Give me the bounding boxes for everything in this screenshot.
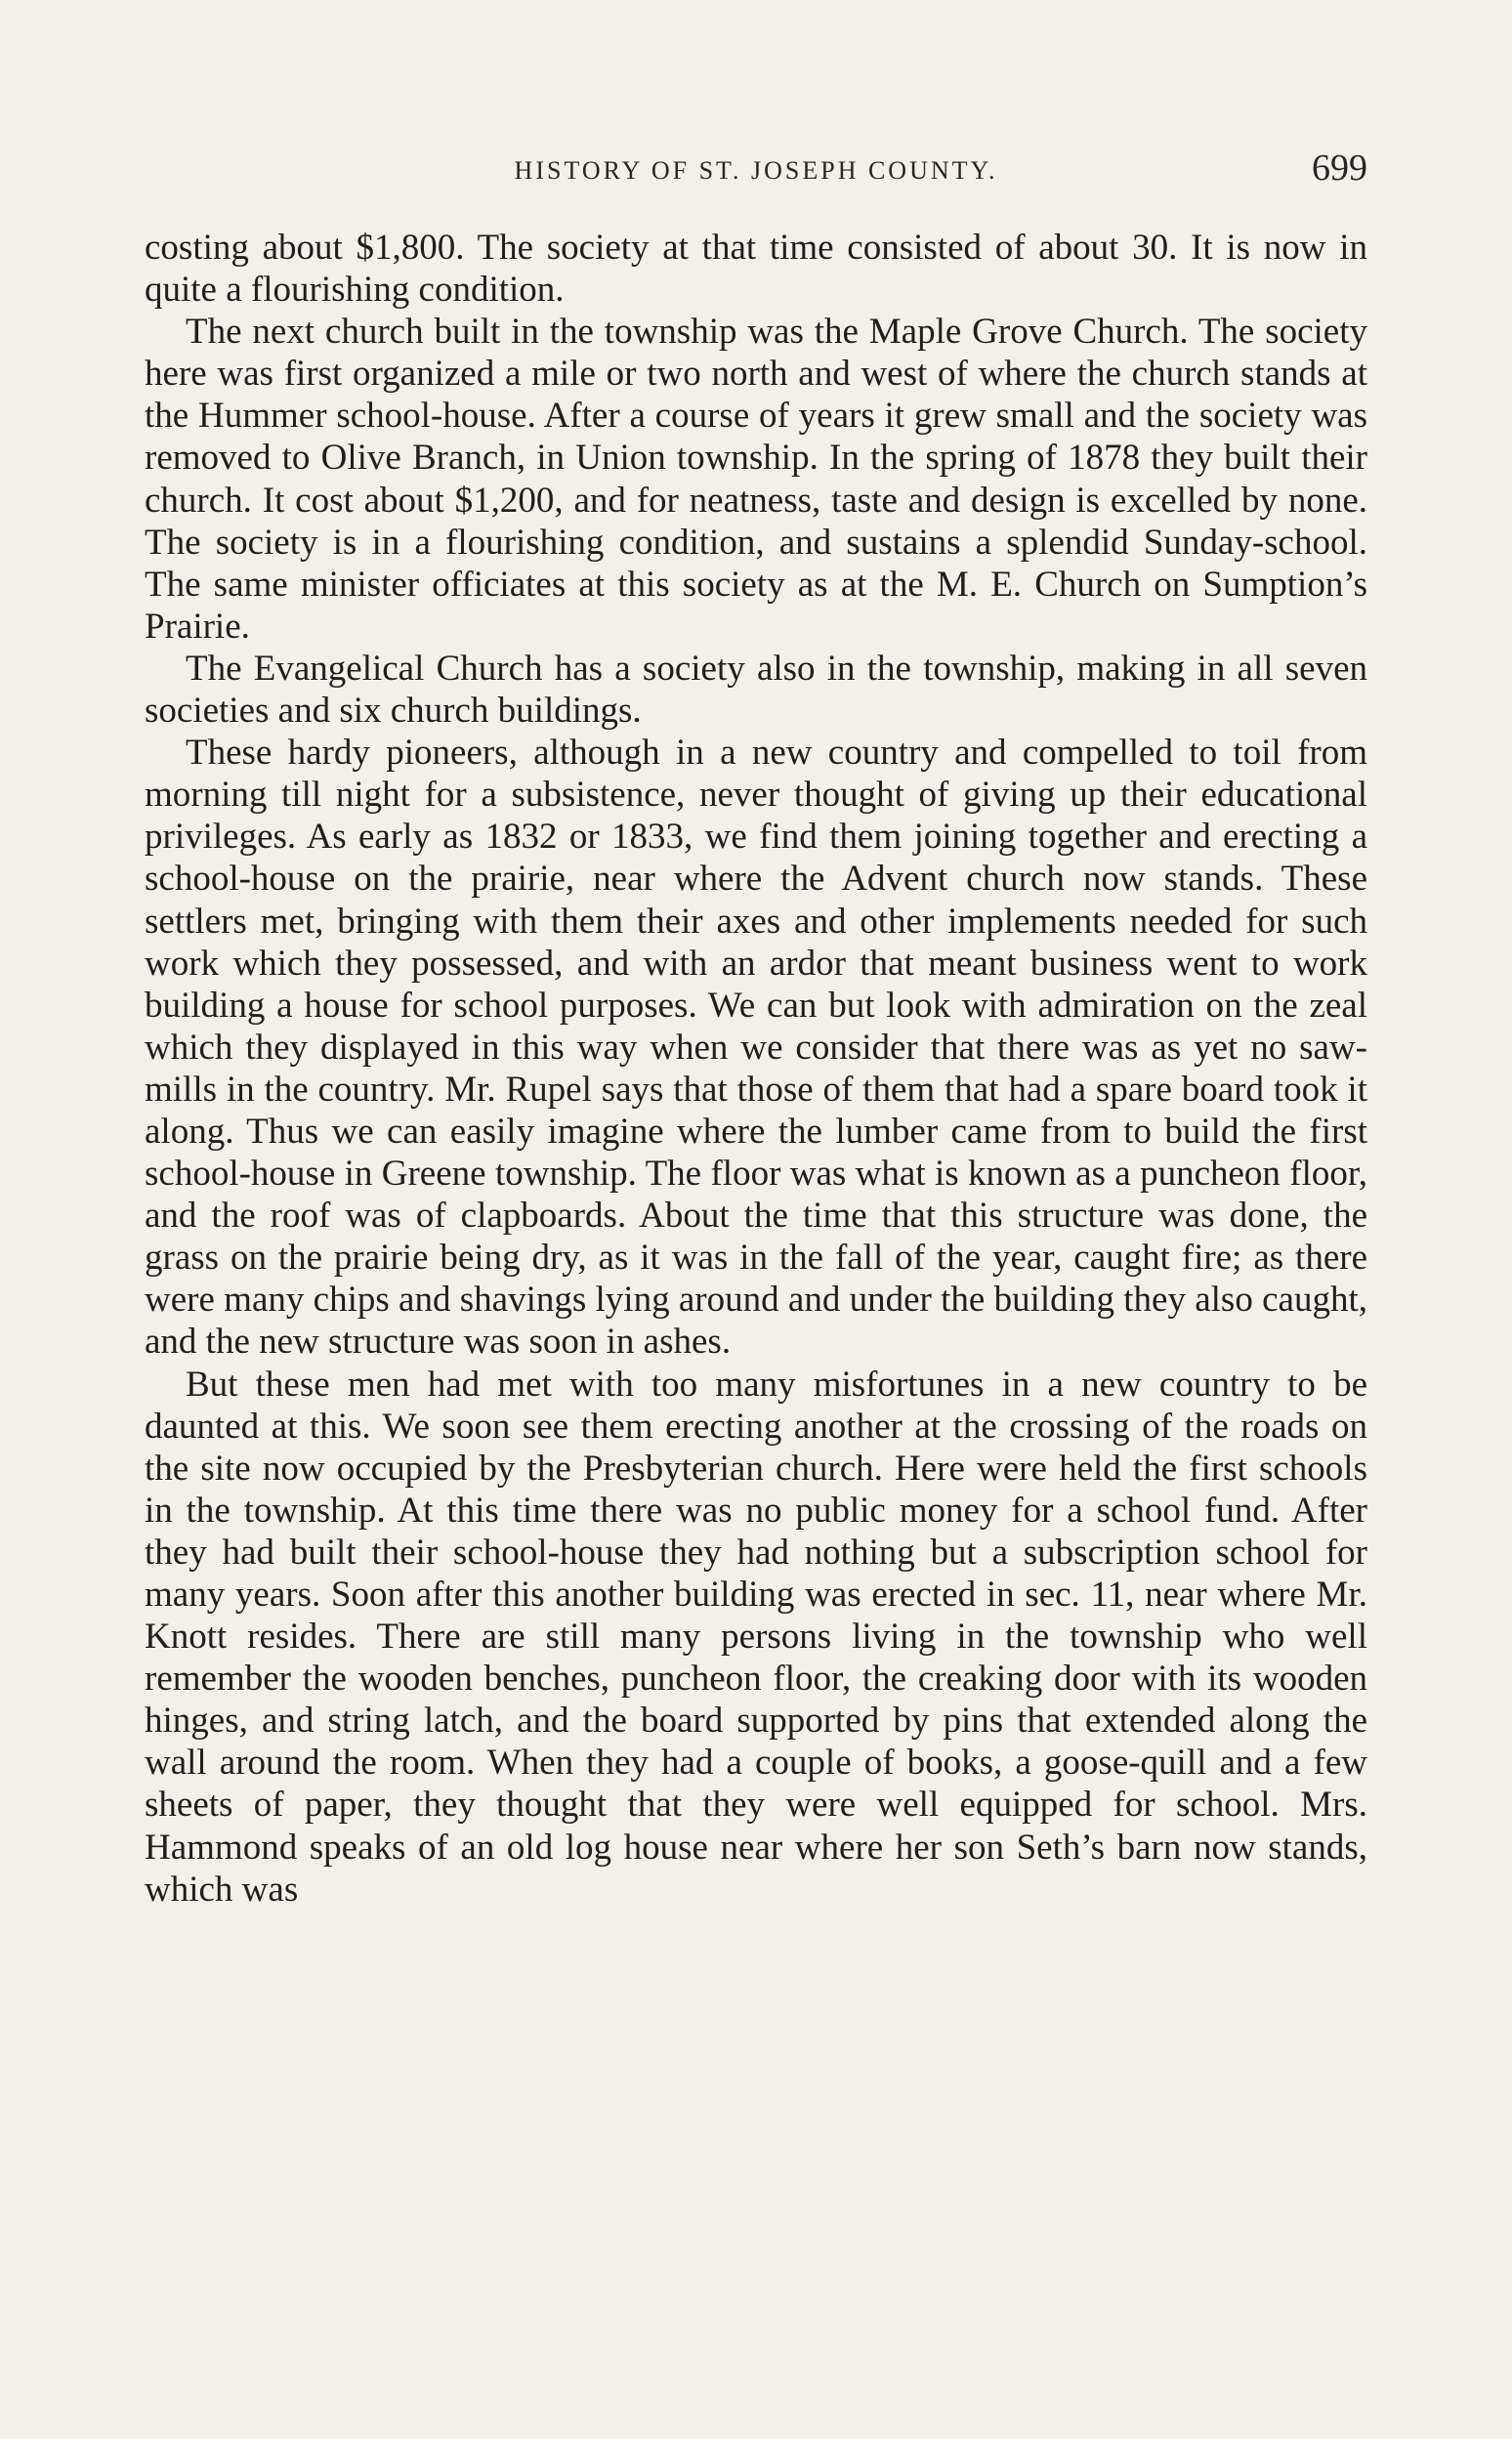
paragraph-second-school-house: But these men had met with too many misfortunes in a new country to be daunted at this. We soon see them erecting another at the crossing of the roads on the site now occupied by the Presbyterian church. Here were held the first schools in the township. At this time there was no public money for a school fund. After they had built their school-house they had nothing but a subscription school for many years. Soon after this another building was erected in sec. 11, near where Mr. Knott resides. There are still many persons living in the township who well remember the wooden benches, puncheon floor, the creaking door with its wooden hinges, and string latch, and the board supported by pins that extended along the wall around the room. When they had a couple of books, a goose-quill and a few sheets of paper, they thought that they were well equipped for school. Mrs. Hammond speaks of an old log house near where her son Seth’s barn now stands, which was bbox=[145, 1364, 1367, 1910]
paragraph-continuation: costing about $1,800. The society at that time consisted of about 30. It is now in quite a flourishing condition. bbox=[145, 228, 1367, 311]
paragraph-first-school-house: These hardy pioneers, although in a new country and compelled to toil from morning till night for a subsistence, never thought of giving up their educational privileges. As early as 1832 or 1833, we find them joining together and erecting a school-house on the prairie, near where the Advent church now stands. These settlers met, bringing with them their axes and other implements needed for such work which they possessed, and with an ardor that meant business went to work building a house for school purposes. We can but look with admiration on the zeal which they displayed in this way when we consider that there was as yet no saw-mills in the country. Mr. Rupel says that those of them that had a spare board took it along. Thus we can easily imagine where the lumber came from to build the first school-house in Greene township. The floor was what is known as a puncheon floor, and the roof was of clapboards. About the time that this structure was done, the grass on the prairie being dry, as it was in the fall of the year, caught fire; as there were many chips and shavings lying around and under the building they also caught, and the new structure was soon in ashes. bbox=[145, 733, 1367, 1363]
running-title: HISTORY OF ST. JOSEPH COUNTY. bbox=[514, 156, 998, 185]
paragraph-maple-grove-church: The next church built in the township was the Maple Grove Church. The society here was first organized a mile or two north and west of where the church stands at the Hummer school-house. After a course of years it grew small and the society was removed to Olive Branch, in Union township. In the spring of 1878 they built their church. It cost about $1,200, and for neatness, taste and design is excelled by none. The society is in a flourishing condition, and sustains a splendid Sunday-school. The same minister officiates at this society as at the M. E. Church on Sumption’s Prairie. bbox=[145, 312, 1367, 647]
paragraph-evangelical-church: The Evangelical Church has a society also in the township, making in all seven societies and six church buildings. bbox=[145, 648, 1367, 732]
body-text bbox=[145, 227, 1367, 1911]
page-number: 699 bbox=[1312, 147, 1367, 189]
running-head bbox=[145, 147, 1367, 195]
